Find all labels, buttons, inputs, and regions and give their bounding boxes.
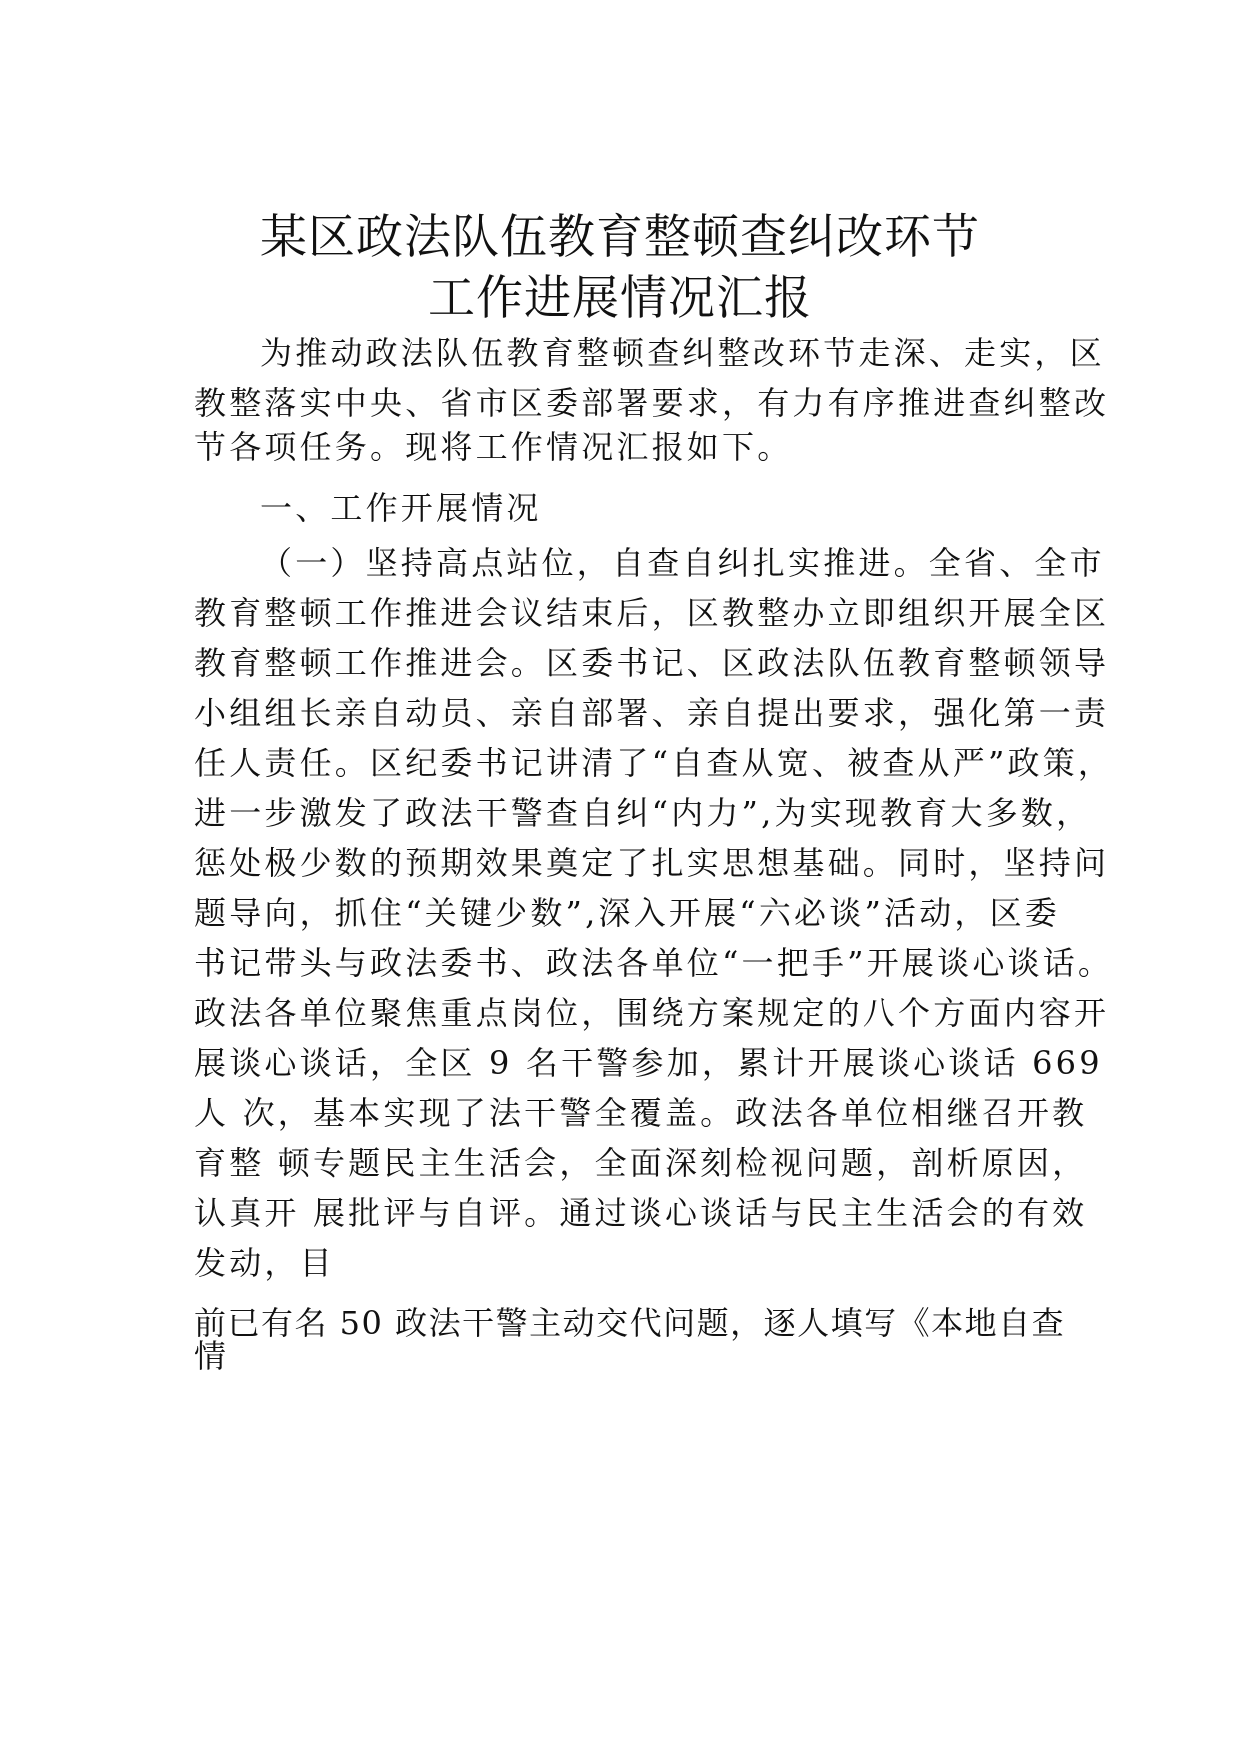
body-paragraph-line: 展谈心谈话，全区 9 名干警参加，累计开展谈心谈话 669 <box>194 1044 1103 1082</box>
body-paragraph-line: 教育整顿工作推进会议结束后，区教整办立即组织开展全区 <box>194 594 1110 632</box>
body-paragraph-line: 情 <box>194 1337 228 1375</box>
body-paragraph-line: 前已有名 50 政法干警主动交代问题，逐人填写《本地自查 <box>194 1304 1066 1342</box>
intro-paragraph-line: 为推动政法队伍教育整顿查纠整改环节走深、走实，区 <box>260 334 1105 372</box>
section-heading: 一、工作开展情况 <box>260 489 542 527</box>
body-paragraph-line: （一）坚持高点站位，自查自纠扎实推进。全省、全市 <box>260 544 1105 582</box>
body-paragraph-line: 题导向，抓住“关键少数”,深入开展“六必谈”活动，区委 <box>194 894 1061 932</box>
body-paragraph-line: 教育整顿工作推进会。区委书记、区政法队伍教育整顿领导 <box>194 644 1110 682</box>
body-paragraph-line: 政法各单位聚焦重点岗位，围绕方案规定的八个方面内容开 <box>194 994 1110 1032</box>
body-paragraph-line: 发动，目 <box>194 1244 335 1282</box>
document-title-line-2: 工作进展情况汇报 <box>428 271 812 326</box>
body-paragraph-line: 人 次，基本实现了法干警全覆盖。政法各单位相继召开教 <box>194 1094 1088 1132</box>
intro-paragraph-line: 教整落实中央、省市区委部署要求，有力有序推进查纠整改 <box>194 384 1110 422</box>
document-title-line-1: 某区政法队伍教育整顿查纠改环节 <box>260 210 980 265</box>
intro-paragraph-line: 节各项任务。现将工作情况汇报如下。 <box>194 428 793 466</box>
body-paragraph-line: 书记带头与政法委书、政法各单位“一把手”开展谈心谈话。 <box>194 944 1114 982</box>
body-paragraph-line: 任人责任。区纪委书记讲清了“自查从宽、被查从严”政策， <box>194 744 1114 782</box>
body-paragraph-line: 惩处极少数的预期效果奠定了扎实思想基础。同时，坚持问 <box>194 844 1110 882</box>
body-paragraph-line: 小组组长亲自动员、亲自部署、亲自提出要求，强化第一责 <box>194 694 1110 732</box>
body-paragraph-line: 认真开 展批评与自评。通过谈心谈话与民主生活会的有效 <box>194 1194 1088 1232</box>
body-paragraph-line: 进一步激发了政法干警查自纠“内力”,为实现教育大多数， <box>194 794 1092 832</box>
body-paragraph-line: 育整 顿专题民主生活会，全面深刻检视问题，剖析原因， <box>194 1144 1088 1182</box>
